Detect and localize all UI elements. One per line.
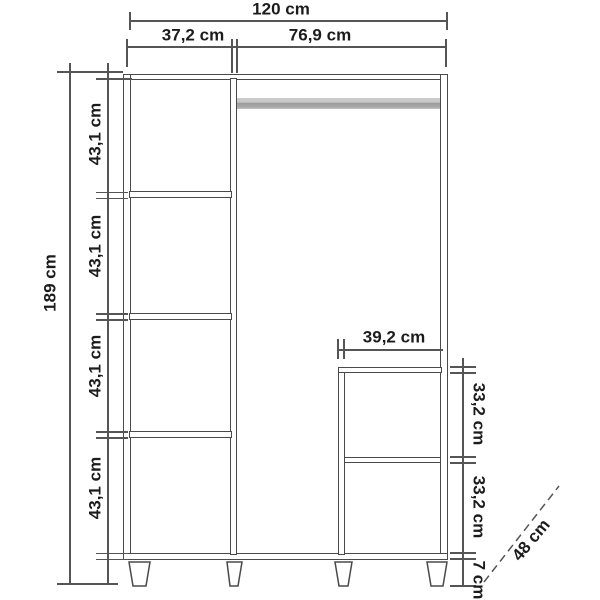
dim-tick	[57, 71, 123, 73]
dim-label-unit-segment-1: 33,2 cm	[469, 382, 489, 446]
dim-tick	[57, 583, 118, 585]
foot-1	[129, 562, 150, 586]
dim-line-shelf-spacing	[107, 63, 109, 583]
dim-label-total-height: 189 cm	[40, 254, 60, 312]
dim-tick	[236, 39, 238, 73]
dim-label-left-section-width: 37,2 cm	[161, 25, 225, 45]
dim-label-shelf-segment-1: 43,1 cm	[85, 102, 105, 166]
dim-tick	[450, 462, 476, 464]
dim-line-total-height	[69, 63, 71, 583]
dim-tick	[450, 558, 476, 560]
dim-tick	[96, 313, 128, 315]
dim-tick	[231, 39, 233, 73]
dim-tick	[450, 552, 476, 554]
dim-tick	[96, 78, 132, 80]
dim-tick	[96, 559, 128, 561]
foot-3	[335, 562, 352, 586]
dim-label-depth: 48 cm	[508, 515, 554, 565]
dim-tick	[96, 437, 128, 439]
dim-tick	[126, 39, 128, 67]
dim-tick	[96, 431, 128, 433]
dim-line-total-width	[129, 20, 447, 22]
foot-4	[427, 562, 447, 586]
dim-label-feet-height: 7 cm	[469, 560, 489, 600]
dim-label-shelf-segment-4: 43,1 cm	[85, 456, 105, 520]
dim-label-right-section-width: 76,9 cm	[288, 25, 352, 45]
dim-tick	[129, 12, 131, 30]
dim-tick	[445, 39, 447, 67]
foot-2	[227, 562, 242, 586]
dim-label-shelf-segment-3: 43,1 cm	[85, 334, 105, 398]
dim-tick	[450, 456, 476, 458]
dim-label-total-width: 120 cm	[252, 0, 310, 19]
dim-tick	[96, 192, 128, 194]
dim-tick	[343, 339, 345, 359]
dim-label-inner-unit-width: 39,2 cm	[362, 327, 426, 347]
dim-tick	[446, 12, 448, 30]
dim-tick	[450, 372, 476, 374]
dim-tick	[96, 198, 128, 200]
dim-tick	[337, 339, 339, 359]
dim-tick	[450, 366, 476, 368]
dim-line-inner-unit-width	[338, 349, 443, 351]
dim-label-shelf-segment-2: 43,1 cm	[85, 214, 105, 278]
dim-tick	[96, 553, 128, 555]
dim-label-unit-segment-2: 33,2 cm	[469, 475, 489, 539]
dim-tick	[96, 319, 128, 321]
dim-line-section-widths	[126, 46, 446, 48]
